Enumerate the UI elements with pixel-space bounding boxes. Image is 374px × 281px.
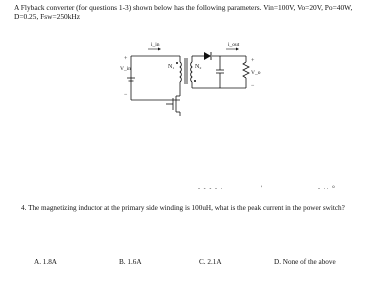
load-resistor <box>243 62 249 78</box>
scan-artifact: - ·· º <box>318 186 336 192</box>
option-text: 2.1A <box>207 258 222 266</box>
output-plus-sign: + <box>251 58 255 64</box>
option-letter: D. <box>274 258 281 266</box>
question-number: 4. <box>21 204 27 212</box>
output-voltage-label: V_o <box>251 70 261 76</box>
question-4 <box>21 204 361 213</box>
diode <box>204 52 211 60</box>
question-text: The magnetizing inductor at the primary side winding is 100uH, what is the peak current in the power switch? <box>28 204 345 212</box>
option-letter: A. <box>34 258 41 266</box>
input-plus-sign: + <box>124 56 128 62</box>
primary-winding <box>180 62 181 82</box>
input-current-label: i_in <box>151 42 160 48</box>
option-b[interactable] <box>119 258 142 266</box>
scan-artifact: - - - - · <box>198 186 224 192</box>
primary-turns-label: N₁ <box>168 64 175 70</box>
output-current-label: i_out <box>228 42 240 48</box>
scan-artifact: ‘ <box>261 186 264 192</box>
problem-intro: A Flyback converter (for questions 1-3) shown below has the following parameters. Vin=100V, Vo=20V, Po=40W, D=0.25, Fsw=250kHz <box>14 3 353 21</box>
secondary-winding <box>191 62 192 82</box>
output-minus-sign: − <box>251 83 255 89</box>
input-minus-sign: − <box>124 92 128 98</box>
secondary-turns-label: N₂ <box>195 64 202 70</box>
option-letter: C. <box>199 258 206 266</box>
option-c[interactable] <box>199 258 222 266</box>
option-text: None of the above <box>282 258 336 266</box>
option-d[interactable] <box>274 258 336 266</box>
option-text: 1.6A <box>127 258 142 266</box>
option-a[interactable] <box>34 258 57 266</box>
input-voltage-label: V_in <box>120 66 131 72</box>
option-letter: B. <box>119 258 126 266</box>
option-text: 1.8A <box>42 258 57 266</box>
